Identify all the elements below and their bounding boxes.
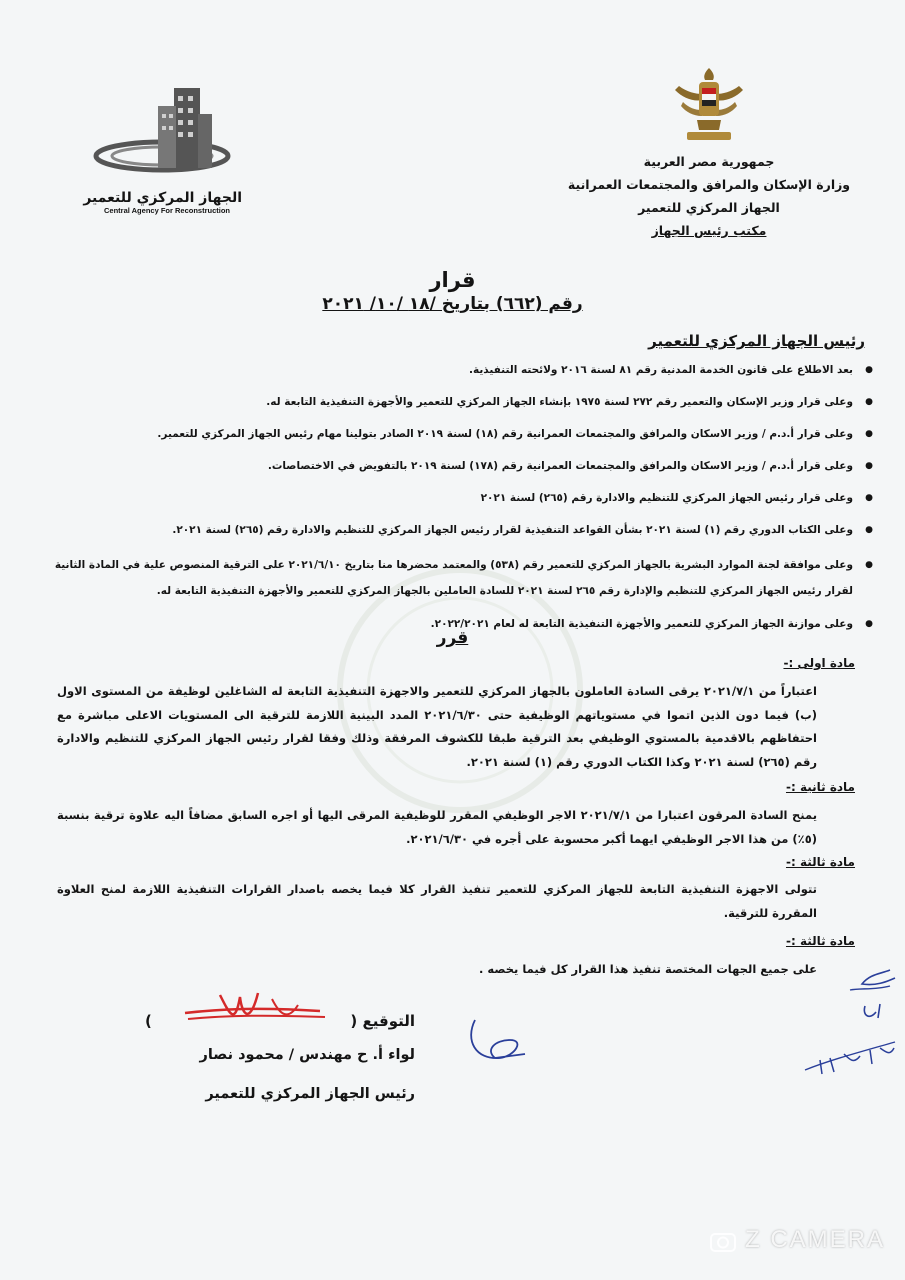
header-line-country: جمهورية مصر العربية [643,154,775,169]
ministry-header [549,64,869,242]
preamble-item: ● وعلى الكتاب الدوري رقم (١) لسنة ٢٠٢١ بشأن القواعد التنفيذية لقرار رئيس الجهاز المركزي للتنظيم والادارة رقم (٢٦٥) لسنة ٢٠٢١. [25,520,875,540]
blue-pen-mark [455,1010,535,1070]
camera-watermark [706,1226,885,1254]
agency-logo [83,84,242,215]
logo-english-name: Central Agency For Reconstruction [104,206,230,215]
preamble-item: ● وعلى قرار أ.د.م / وزير الاسكان والمرافق والمجتمعات العمرانية رقم (١٧٨) لسنة ٢٠١٩ بالتفويض في الاختصاصات. [25,456,875,476]
article-4-heading: مادة ثالثة :- [785,934,855,948]
decree-title: قرار [429,268,476,292]
preamble-item: ● وعلى موازنة الجهاز المركزي للتعمير والأجهزة التنفيذية التابعة له لعام ٢٠٢٢/٢٠٢١. [25,614,875,634]
preamble-item: ● وعلى قرار أ.د.م / وزير الاسكان والمرافق والمجتمعات العمرانية رقم (١٨) لسنة ٢٠١٩ الصادر بتولينا مهام رئيس الجهاز المركزي للتعمير. [25,424,875,444]
egypt-eagle-emblem [669,64,749,146]
article-2-text: يمنح السادة المرقون اعتبارا من ٢٠٢١/٧/١ الاجر الوظيفي المقرر للوظيفية المرقى اليها أو اجره السابق مضافاً اليه علاوة ترقية بنسبة (٥٪) من هذا الاجر الوظيفي ايهما أكبر محسوبة على أجره في ٢٠٢١/٦/٣٠. [57,808,818,846]
header-line-office: مكتب رئيس الجهاز [651,223,767,238]
blue-date-scribble [800,1030,900,1090]
decree-number-date: رقم (٦٦٢) بتاريخ /١٨ /١٠/ ٢٠٢١ [322,294,583,314]
article-1-heading: مادة اولى :- [783,656,855,670]
logo-arabic-name: الجهاز المركزي للتعمير [83,190,242,206]
blue-handwritten-note [840,960,900,1030]
preamble-item: ● وعلى موافقة لجنة الموارد البشرية بالجهاز المركزي للتعمير رقم (٥٣٨) والمعتمد محضرها منا بتاريخ ٢٠٢١/٦/١٠ على الترقية المنصوص علية في المادة الثانية لقرار رئيس الجهاز المركزي للتنظيم والإدارة رقم ٢٦٥ لسنة ٢٠٢١ للسادة العاملين بالجهاز المركزي للتعمير والأجهزة التنفيذية التابعة له. [25,552,875,604]
article-3-text: تتولى الاجهزة التنفيذية التابعة للجهاز المركزي للتعمير تنفيذ القرار كلا فيما يخصه باصدار القرارات التنفيذية اللازمة لمنح العلاوة المقررة للترقية. [57,882,817,920]
camera-icon [710,1230,736,1252]
header-line-ministry: وزارة الإسكان والمرافق والمجتمعات العمرانية [567,177,851,192]
article-2-heading: مادة ثانية :- [785,780,855,794]
preamble-item: ● بعد الاطلاع على قانون الخدمة المدنية رقم ٨١ لسنة ٢٠١٦ ولائحته التنفيذية. [25,360,875,380]
signatory-title: رئيس الجهاز المركزي للتعمير [205,1086,415,1102]
article-3-heading: مادة ثالثة :- [785,855,855,869]
signature-close-paren: ) [145,1012,152,1030]
preamble-item: ● وعلى قرار وزير الإسكان والتعمير رقم ٢٧٢ لسنة ١٩٧٥ بإنشاء الجهاز المركزي للتعمير والأجهزة التنفيذية التابعة له. [25,392,875,412]
header-line-agency: الجهاز المركزي للتعمير [638,200,780,215]
issuer-heading: رئيس الجهاز المركزي للتعمير [648,332,865,350]
red-signature-scribble [180,985,330,1035]
decision-heading: قرر [436,628,469,648]
article-1-text: اعتباراً من ٢٠٢١/٧/١ يرقى السادة العاملون بالجهاز المركزي للتعمير والاجهزة التنفيذية التابعة له الشاغلين لوظيفة من المستوى الاول (ب) فيما دون الذين اتموا في مستوياتهم الوظيفية حتى ٢٠٢١/٦/٣٠ المدد البينية اللازمة للترقية الى المستويات الاعلى مباشرة مع احتفاظهم بالاقدمية بالمستوي الوظيفي بعد الترقية طبقا للكشوف المرفقة وذلك وفقا لقرار رئيس الجهاز المركزي للتنظيم والادارة رقم (٢٦٥) لسنة ٢٠٢١ وكذا الكتاب الدوري رقم (١) لسنة ٢٠٢١. [57,684,817,769]
article-4-text: على جميع الجهات المختصة تنفيذ هذا القرار كل فيما يخصه . [479,962,817,976]
signature-label: التوقيع ( [350,1012,415,1030]
watermark-text: Z CAMERA [744,1226,885,1253]
signatory-name: لواء أ. ح مهندس / محمود نصار [199,1047,415,1063]
preamble-item: ● وعلى قرار رئيس الجهاز المركزي للتنظيم والادارة رقم (٢٦٥) لسنة ٢٠٢١ [25,488,875,508]
buildings-logo-icon [92,84,242,184]
preamble-list [25,360,875,646]
